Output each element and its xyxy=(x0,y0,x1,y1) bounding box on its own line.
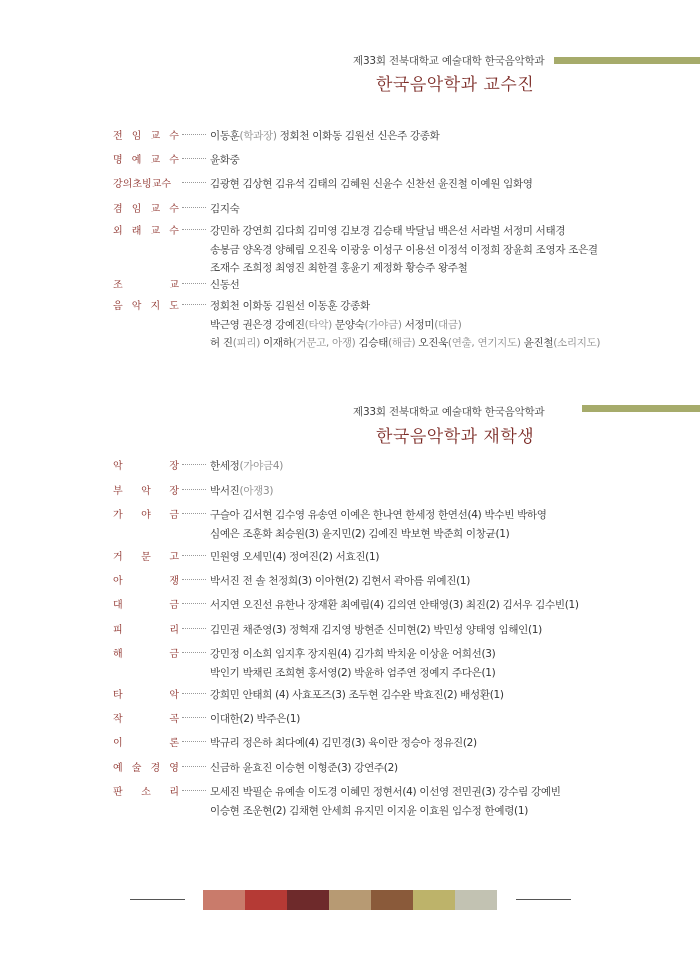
member-names-line: 심예은 조훈화 최승원(3) 윤지민(2) 김예진 박보현 박준희 이창균(1) xyxy=(210,527,510,540)
member-names-line: 한세정(가야금4) xyxy=(210,460,284,472)
member-names xyxy=(210,297,680,353)
leader-dots xyxy=(182,555,206,556)
color-swatch xyxy=(287,890,329,910)
leader-dots xyxy=(182,207,206,208)
role-label: 조 교 xyxy=(113,280,179,291)
leader-dots xyxy=(182,693,206,694)
member-names xyxy=(210,127,680,146)
member-names xyxy=(210,783,680,820)
member-names-line: 박서진 전 솔 천정희(3) 이아현(2) 김현서 곽아름 위예진(1) xyxy=(210,575,471,587)
leader-dots xyxy=(182,603,206,604)
member-names-line: 민원영 오세민(4) 정여진(2) 서효진(1) xyxy=(210,551,380,563)
member-names-line: 윤화중 xyxy=(210,154,240,166)
color-swatch xyxy=(245,890,287,910)
member-names xyxy=(210,645,680,682)
member-names-line: 조재수 조희정 최영진 최한결 홍윤기 제정화 황승주 왕주철 xyxy=(210,262,468,274)
student-subtitle: 제33회 전북대학교 예술대학 한국음악학과 xyxy=(353,406,545,418)
member-names-line: 김민권 채준영(3) 정혁재 김지영 방현준 신미현(2) 박민성 양태영 임해인(1) xyxy=(210,624,542,636)
member-names-line: 송봉금 양옥경 양혜림 오진욱 이광웅 이성구 이용선 이정석 이정희 장윤희 조영자 조은결 xyxy=(210,243,598,256)
header-accent-bar xyxy=(554,57,700,64)
role-label: 예 술 경 영 xyxy=(113,763,179,774)
member-names xyxy=(210,686,680,705)
color-swatch xyxy=(413,890,455,910)
leader-dots xyxy=(182,766,206,767)
member-names-line: 강민정 이소희 임지후 장지원(4) 김가희 박치윤 이상윤 어희선(3) xyxy=(210,648,496,660)
leader-dots xyxy=(182,628,206,629)
member-names-line: 박인기 박채린 조희현 홍서영(2) 박윤하 엄주연 정예지 주다은(1) xyxy=(210,666,496,679)
leader-dots xyxy=(182,134,206,135)
color-swatch xyxy=(329,890,371,910)
leader-dots xyxy=(182,579,206,580)
role-label: 전 임 교 수 xyxy=(113,131,179,142)
role-label: 음 악 지 도 xyxy=(113,301,179,312)
leader-dots xyxy=(182,741,206,742)
member-names-line: 신금하 윤효진 이승현 이형준(3) 강연주(2) xyxy=(210,762,398,774)
leader-dots xyxy=(182,790,206,791)
role-label: 겸 임 교 수 xyxy=(113,204,179,215)
member-names-line: 서지연 오진선 유한나 장재환 최예림(4) 김의연 안태영(3) 최진(2) 김서우 김수빈(1) xyxy=(210,599,579,611)
footer-left-rule xyxy=(130,899,185,900)
member-names-line: 박규리 정은하 최다예(4) 김민경(3) 육이란 정승아 정유진(2) xyxy=(210,737,477,749)
member-names-line: 강민하 강연희 김다희 김미영 김보경 김승태 박달님 백은선 서라벌 서정미 서태경 xyxy=(210,225,566,237)
role-label: 거 문 고 xyxy=(113,552,179,563)
role-label: 강 의 초 빙 교 수 xyxy=(113,179,172,190)
leader-dots xyxy=(182,489,206,490)
leader-dots xyxy=(182,304,206,305)
member-names-line: 신동선 xyxy=(210,279,240,291)
member-names xyxy=(210,175,680,194)
leader-dots xyxy=(182,229,206,230)
member-names xyxy=(210,759,680,778)
role-label: 부 악 장 xyxy=(113,486,179,497)
member-names-line: 박근영 권은경 강예진(타악) 문양숙(가야금) 서정미(대금) xyxy=(210,318,462,331)
member-names xyxy=(210,151,680,170)
member-names xyxy=(210,548,680,567)
color-swatch xyxy=(371,890,413,910)
member-names xyxy=(210,506,680,543)
faculty-title: 한국음악학과 교수진 xyxy=(376,75,535,95)
leader-dots xyxy=(182,717,206,718)
faculty-subtitle: 제33회 전북대학교 예술대학 한국음악학과 xyxy=(353,55,545,67)
member-names xyxy=(210,621,680,640)
role-label: 이 론 xyxy=(113,738,179,749)
member-names xyxy=(210,482,680,501)
leader-dots xyxy=(182,652,206,653)
member-names-line: 김지숙 xyxy=(210,203,240,215)
role-label: 악 장 xyxy=(113,461,179,472)
member-names xyxy=(210,222,680,278)
leader-dots xyxy=(182,283,206,284)
student-title: 한국음악학과 재학생 xyxy=(376,427,535,447)
member-names-line: 구슬아 김서현 김수영 유송연 이예은 한나연 한세정 한연선(4) 박수빈 박하영 xyxy=(210,509,547,521)
role-label: 명 예 교 수 xyxy=(113,155,179,166)
member-names-line: 김광현 김상현 김유석 김태의 김혜원 신윤수 신찬선 윤진철 이예원 임화영 xyxy=(210,178,533,190)
member-names xyxy=(210,200,680,219)
role-label: 대 금 xyxy=(113,600,179,611)
member-names xyxy=(210,734,680,753)
member-names xyxy=(210,457,680,476)
leader-dots xyxy=(182,158,206,159)
member-names-line: 정회천 이화동 김원선 이동훈 강종화 xyxy=(210,300,370,312)
color-swatch xyxy=(455,890,497,910)
member-names-line: 이동훈(학과장) 정회천 이화동 김원선 신은주 강종화 xyxy=(210,130,440,142)
role-label: 해 금 xyxy=(113,649,179,660)
member-names-line: 모세진 박필순 유예솔 이도경 이혜민 정현서(4) 이선영 전민권(3) 강수림 강예빈 xyxy=(210,786,561,798)
leader-dots xyxy=(182,464,206,465)
member-names-line: 이승현 조운현(2) 김채현 안세희 유지민 이지윤 이효원 임수정 한예령(1) xyxy=(210,804,529,817)
member-names xyxy=(210,710,680,729)
role-label: 피 리 xyxy=(113,625,179,636)
member-names-line: 허 진(피리) 이재하(거문고, 아쟁) 김승태(해금) 오진욱(연출, 연기지도) 윤진철(소리지도) xyxy=(210,337,601,349)
role-label: 가 야 금 xyxy=(113,510,179,521)
role-label: 타 악 xyxy=(113,690,179,701)
member-names xyxy=(210,572,680,591)
color-swatch xyxy=(203,890,245,910)
header-accent-bar xyxy=(582,405,700,412)
role-label: 작 곡 xyxy=(113,714,179,725)
role-label: 아 쟁 xyxy=(113,576,179,587)
member-names-line: 이대한(2) 박주은(1) xyxy=(210,713,301,725)
footer-right-rule xyxy=(516,899,571,900)
member-names-line: 강희민 안태희 (4) 사효포즈(3) 조두현 김수완 박효진(2) 배성환(1) xyxy=(210,689,504,701)
member-names xyxy=(210,276,680,295)
member-names xyxy=(210,596,680,615)
leader-dots xyxy=(182,513,206,514)
role-label: 외 래 교 수 xyxy=(113,226,179,237)
leader-dots xyxy=(182,182,206,183)
role-label: 판 소 리 xyxy=(113,787,179,798)
member-names-line: 박서진(아쟁3) xyxy=(210,485,274,497)
